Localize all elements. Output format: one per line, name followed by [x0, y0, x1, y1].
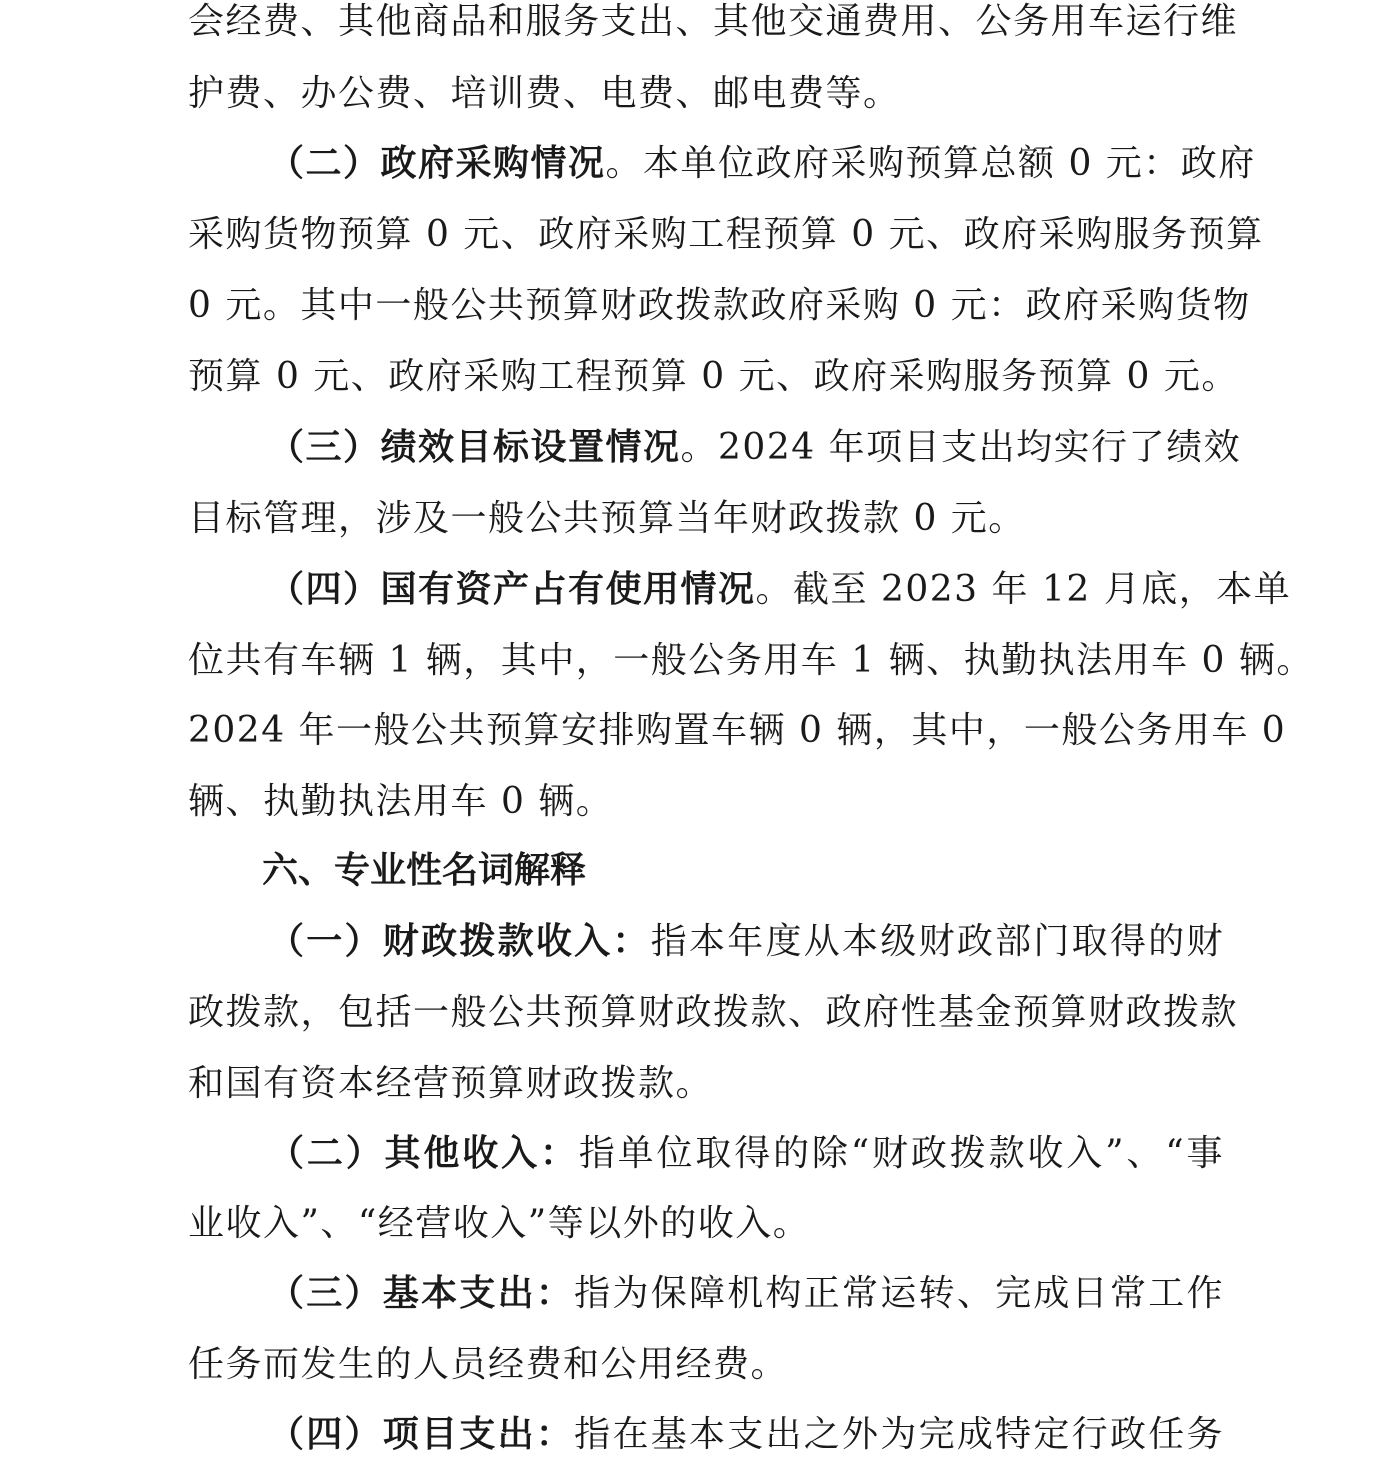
paragraph-line: 会经费、其他商品和服务支出、其他交通费用、公务用车运行维 — [188, 1, 1239, 42]
definition-term: （一）财政拨款收入： — [268, 921, 651, 962]
assets-text: 。截至 2023 年 12 月底，本单 — [755, 569, 1292, 610]
procurement-text: 。本单位政府采购预算总额 0 元：政府 — [605, 143, 1256, 184]
definition-text: 指本年度从本级财政部门取得的财 — [650, 921, 1224, 962]
procurement-lead: （二）政府采购情况 — [268, 143, 606, 184]
section-heading: 六、专业性名词解释 — [262, 850, 587, 891]
definition-first-line — [268, 1124, 1224, 1184]
definition-term: （二）其他收入： — [268, 1133, 579, 1174]
performance-text: 。2024 年项目支出均实行了绩效 — [680, 427, 1242, 468]
assets-lead: （四）国有资产占有使用情况 — [268, 569, 756, 610]
definition-first-line — [268, 1405, 1224, 1465]
paragraph-line: 任务而发生的人员经费和公用经费。 — [188, 1344, 789, 1385]
paragraph-line: 0 元。其中一般公共预算财政拨款政府采购 0 元：政府采购货物 — [188, 285, 1251, 326]
paragraph-line: 政拨款，包括一般公共预算财政拨款、政府性基金预算财政拨款 — [188, 992, 1239, 1033]
paragraph-line: 目标管理，涉及一般公共预算当年财政拨款 0 元。 — [188, 498, 1026, 539]
paragraph-line: 采购货物预算 0 元、政府采购工程预算 0 元、政府采购服务预算 — [188, 214, 1264, 255]
paragraph-line: 护费、办公费、培训费、电费、邮电费等。 — [188, 73, 901, 114]
assets-paragraph-first-line — [268, 560, 1292, 620]
definition-text: 指在基本支出之外为完成特定行政任务 — [574, 1414, 1224, 1455]
definition-first-line — [268, 912, 1224, 972]
definition-text: 指为保障机构正常运转、完成日常工作 — [574, 1273, 1224, 1314]
paragraph-line: 位共有车辆 1 辆，其中，一般公务用车 1 辆、执勤执法用车 0 辆。 — [188, 640, 1314, 681]
performance-paragraph-first-line — [268, 418, 1242, 478]
paragraph-line: 2024 年一般公共预算安排购置车辆 0 辆，其中，一般公务用车 0 — [188, 710, 1287, 751]
paragraph-line: 预算 0 元、政府采购工程预算 0 元、政府采购服务预算 0 元。 — [188, 356, 1239, 397]
definition-first-line — [268, 1264, 1224, 1324]
definition-text: 指单位取得的除“财政拨款收入”、“事 — [578, 1133, 1224, 1174]
paragraph-line: 辆、执勤执法用车 0 辆。 — [188, 781, 614, 822]
procurement-paragraph-first-line — [268, 134, 1256, 194]
performance-lead: （三）绩效目标设置情况 — [268, 427, 681, 468]
paragraph-line: 业收入”、“经营收入”等以外的收入。 — [188, 1203, 811, 1244]
definition-term: （四）项目支出： — [268, 1414, 575, 1455]
definition-term: （三）基本支出： — [268, 1273, 575, 1314]
paragraph-line: 和国有资本经营预算财政拨款。 — [188, 1063, 714, 1104]
